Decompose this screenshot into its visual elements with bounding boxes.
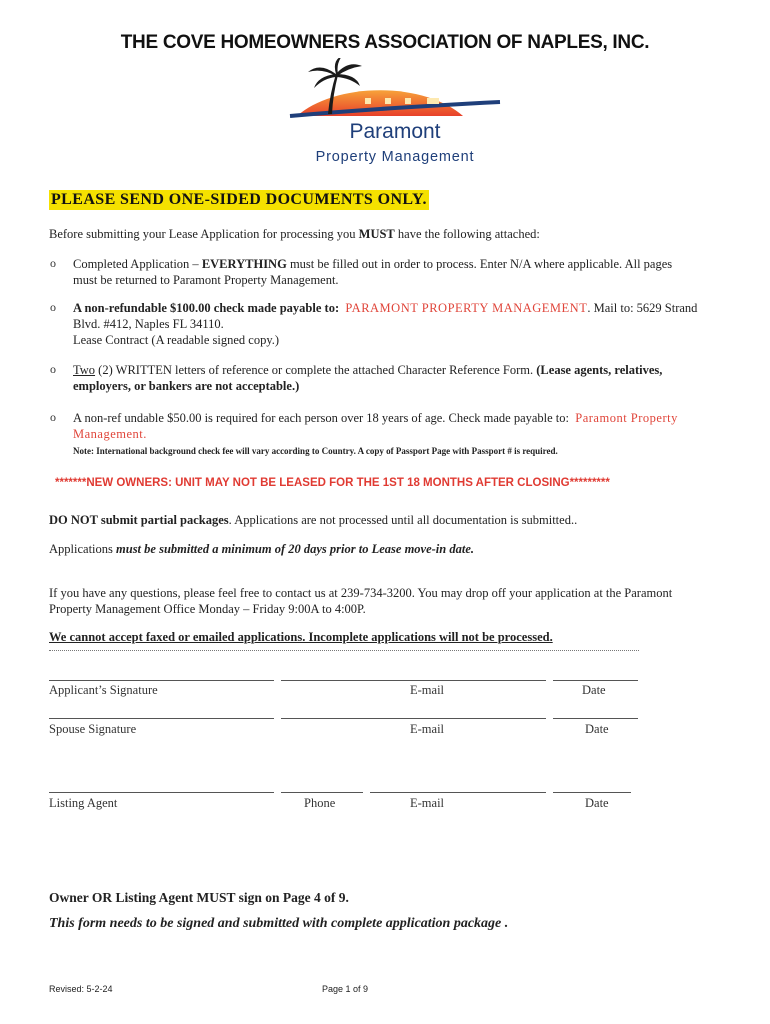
item-underlined: Two	[73, 363, 96, 377]
item-text: must be filled out in order to process. Enter N/A where applicable. All pages	[286, 257, 673, 271]
contact-text	[49, 585, 739, 617]
deadline-emphasis: must be submitted a minimum of 20 days prior to Lease move-in date.	[116, 542, 474, 556]
list-item-fee	[73, 410, 733, 442]
intro-post: have the following attached:	[394, 227, 540, 241]
bullet-marker: o	[50, 256, 56, 270]
passport-note: Note: International background check fee will vary according to Country. A copy of Passport Page with Passport # is required.	[73, 446, 558, 456]
bullet-marker: o	[50, 410, 56, 424]
spouse-signature-label: Spouse Signature	[49, 722, 137, 736]
agent-date-line[interactable]	[553, 792, 631, 793]
document-title: THE COVE HOMEOWNERS ASSOCIATION OF NAPLES, INC.	[120, 32, 650, 53]
item-text: . Mail to: 5629 Strand	[587, 301, 698, 315]
window-mark	[365, 98, 371, 104]
applicant-email-line[interactable]	[281, 680, 546, 681]
submit-note: This form needs to be signed and submitted with complete application package .	[49, 916, 509, 931]
date-label: Date	[585, 796, 609, 810]
applicant-signature-label: Applicant’s Signature	[49, 683, 158, 697]
page-number: Page 1 of 9	[322, 984, 369, 994]
item-text: A non-ref undable $50.00 is required for each person over 18 years of age. Check made payable to:	[73, 411, 570, 425]
intro-text	[49, 226, 540, 242]
email-label: E-mail	[410, 722, 445, 736]
payee-name: Paramont Property	[575, 411, 678, 425]
phone-label: Phone	[304, 796, 336, 810]
contact-line: Property Management Office Monday – Friday 9:00A to 4:00P.	[49, 602, 366, 616]
spouse-signature-line[interactable]	[49, 718, 274, 719]
date-label: Date	[582, 683, 606, 697]
paramont-logo	[270, 58, 520, 170]
deadline-text	[49, 541, 474, 557]
intro-pre: Before submitting your Lease Application for processing you	[49, 227, 359, 241]
item-text: Completed Application –	[73, 257, 202, 271]
owner-sign-instruction: Owner OR Listing Agent MUST sign on Page 4 of 9.	[49, 890, 349, 905]
applicant-signature-line[interactable]	[49, 680, 274, 681]
dotted-divider	[49, 650, 639, 651]
partial-rest: . Applications are not processed until all documentation is submitted..	[228, 513, 578, 527]
agent-phone-line[interactable]	[281, 792, 363, 793]
payee-name: PARAMONT PROPERTY MANAGEMENT	[345, 301, 588, 315]
email-label: E-mail	[410, 796, 445, 810]
list-item-references	[73, 362, 723, 394]
applicant-date-line[interactable]	[553, 680, 638, 681]
item-emphasis: (Lease agents, relatives,	[536, 363, 663, 377]
revised-date: Revised: 5-2-24	[49, 984, 113, 994]
new-owners-warning: *******NEW OWNERS: UNIT MAY NOT BE LEASED FOR THE 1ST 18 MONTHS AFTER CLOSING*********	[55, 477, 610, 489]
payee-name: Management.	[73, 427, 147, 441]
logo-graphic	[270, 58, 520, 170]
window-mark	[385, 98, 391, 104]
logo-subtitle: Property Management	[315, 149, 475, 165]
item-emphasis: EVERYTHING	[201, 257, 287, 271]
item-emphasis: employers, or bankers are not acceptable.)	[73, 379, 300, 393]
no-fax-notice: We cannot accept faxed or emailed applications. Incomplete applications will not be processed.	[49, 630, 553, 644]
spouse-email-line[interactable]	[281, 718, 546, 719]
item-emphasis: A non-refundable $100.00 check made payable to:	[73, 301, 340, 315]
logo-name: Paramont	[349, 120, 441, 143]
partial-packages-text	[49, 512, 577, 528]
list-item-application	[73, 256, 723, 288]
partial-emphasis: DO NOT submit partial packages	[49, 513, 229, 527]
bullet-marker: o	[50, 362, 56, 376]
spouse-date-line[interactable]	[553, 718, 638, 719]
bullet-marker: o	[50, 300, 56, 314]
item-text: must be returned to Paramont Property Management.	[73, 273, 339, 287]
list-item-check	[73, 300, 723, 348]
listing-agent-label: Listing Agent	[49, 796, 118, 810]
agent-signature-line[interactable]	[49, 792, 274, 793]
one-sided-banner: PLEASE SEND ONE-SIDED DOCUMENTS ONLY.	[51, 191, 427, 208]
window-mark	[427, 98, 439, 104]
agent-email-line[interactable]	[370, 792, 546, 793]
item-text: Lease Contract (A readable signed copy.)	[73, 333, 280, 347]
date-label: Date	[585, 722, 609, 736]
window-mark	[405, 98, 411, 104]
item-text: Blvd. #412, Naples FL 34110.	[73, 317, 224, 331]
email-label: E-mail	[410, 683, 445, 697]
item-text: (2) WRITTEN letters of reference or complete the attached Character Reference Form.	[95, 363, 537, 377]
deadline-pre: Applications	[49, 542, 117, 556]
contact-line: If you have any questions, please feel free to contact us at 239-734-3200. You may drop off your application at the Paramont	[49, 586, 673, 600]
intro-must: MUST	[358, 227, 395, 241]
